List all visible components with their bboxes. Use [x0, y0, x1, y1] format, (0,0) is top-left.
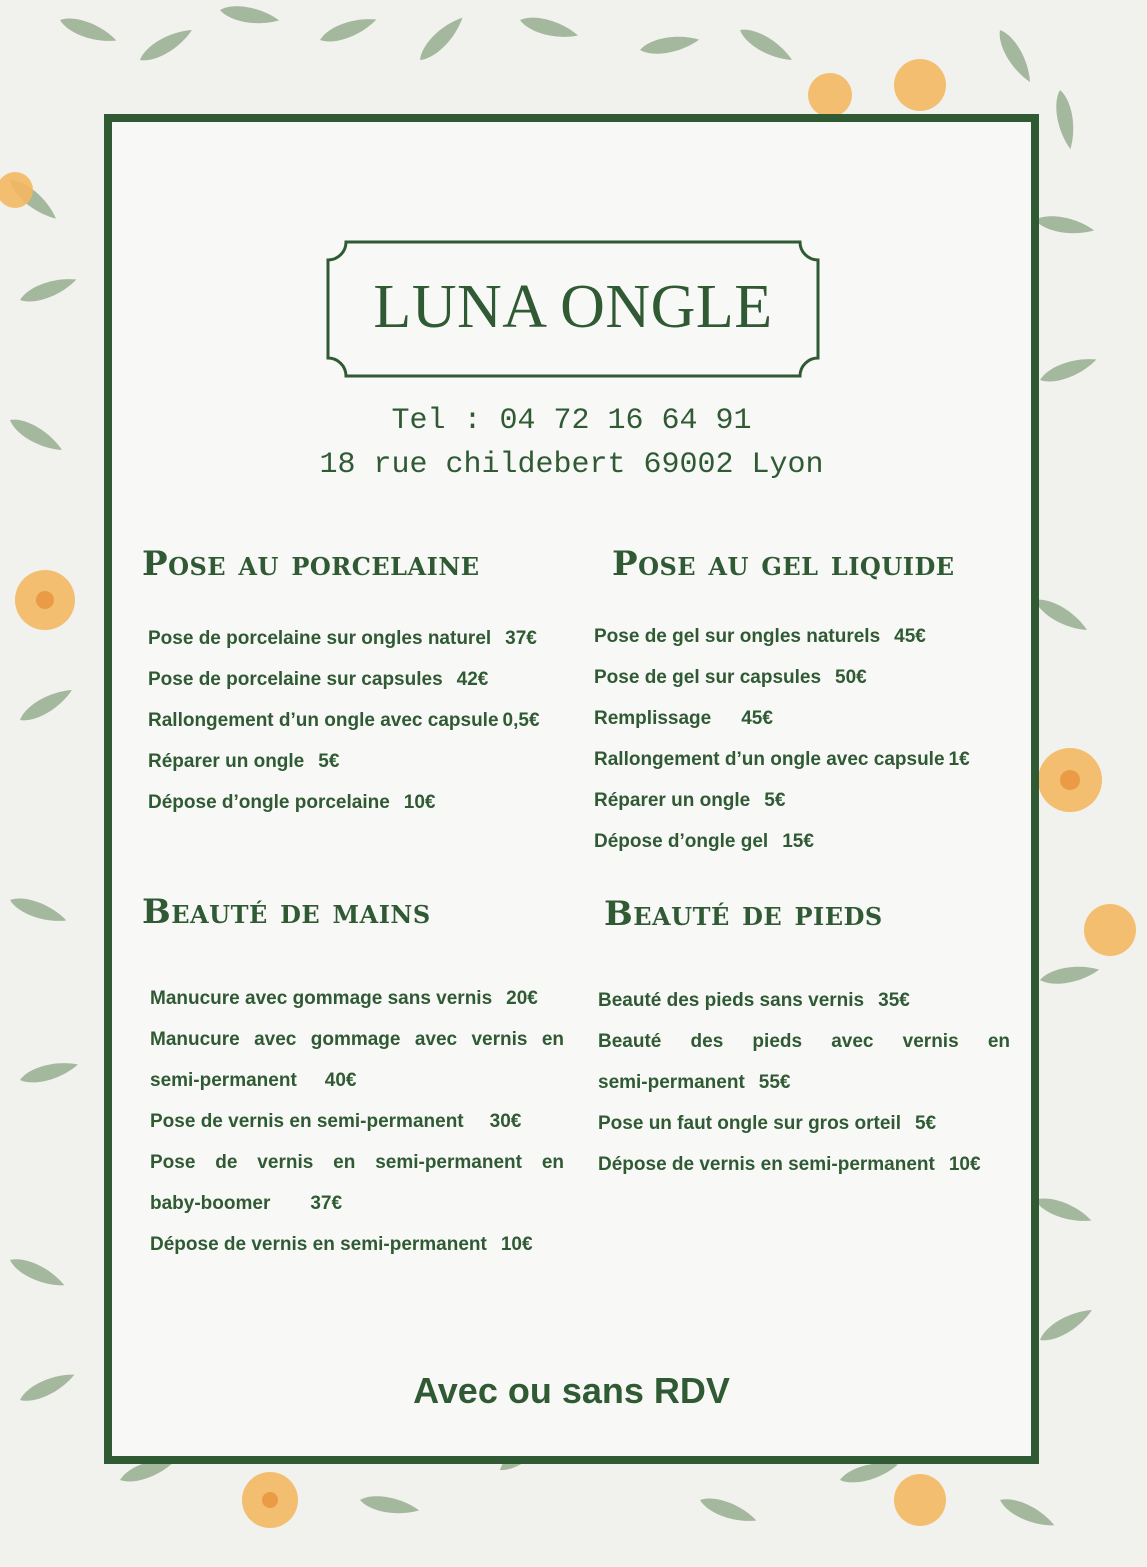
list-item: Pose de porcelaine sur ongles naturel 37€ [148, 628, 537, 649]
section-title-mains: Beauté de mains [142, 892, 431, 932]
list-item: Manucure avec gommage avec vernis en [150, 1029, 564, 1050]
list-item: Rallongement d’un ongle avec capsule 1€ [594, 749, 970, 770]
list-item: Pose un faut ongle sur gros orteil 5€ [598, 1113, 937, 1134]
list-item: Beauté des pieds avec vernis en [598, 1031, 1010, 1052]
list-item: Dépose d’ongle gel 15€ [594, 831, 814, 852]
footer-note: Avec ou sans RDV [413, 1370, 730, 1411]
list-item: Réparer un ongle 5€ [594, 790, 786, 811]
address: 18 rue childebert 69002 Lyon [319, 448, 824, 482]
list-item: Remplissage 45€ [594, 708, 773, 729]
list-item: Pose de vernis en semi-permanent 30€ [150, 1111, 522, 1132]
list-item: semi-permanent 55€ [598, 1072, 791, 1093]
list-item: Pose de gel sur ongles naturels 45€ [594, 626, 926, 647]
section-title-pieds: Beauté de pieds [604, 894, 883, 934]
list-item: Rallongement d’un ongle avec capsule 0,5€ [148, 710, 540, 731]
list-item: semi-permanent 40€ [150, 1070, 357, 1091]
menu-card [104, 114, 1039, 1464]
list-item: Manucure avec gommage sans vernis 20€ [150, 988, 538, 1009]
list-pieds [598, 980, 1010, 1185]
list-item: Réparer un ongle 5€ [148, 751, 340, 772]
salon-title: LUNA ONGLE [373, 273, 773, 341]
list-item: baby-boomer 37€ [150, 1193, 343, 1214]
list-mains [150, 978, 564, 1265]
list-item: Dépose de vernis en semi-permanent 10€ [150, 1234, 533, 1255]
phone-number: Tel : 04 72 16 64 91 [391, 404, 752, 438]
list-porcelaine [148, 618, 540, 823]
list-item: Beauté des pieds sans vernis 35€ [598, 990, 910, 1011]
list-item: Dépose de vernis en semi-permanent 10€ [598, 1154, 981, 1175]
section-title-gel: Pose au gel liquide [612, 544, 955, 584]
list-item: Dépose d’ongle porcelaine 10€ [148, 792, 436, 813]
list-item: Pose de vernis en semi-permanent en [150, 1152, 564, 1173]
list-item: Pose de gel sur capsules 50€ [594, 667, 867, 688]
section-title-porcelaine: Pose au porcelaine [142, 544, 480, 584]
list-gel [594, 616, 970, 862]
list-item: Pose de porcelaine sur capsules 42€ [148, 669, 489, 690]
